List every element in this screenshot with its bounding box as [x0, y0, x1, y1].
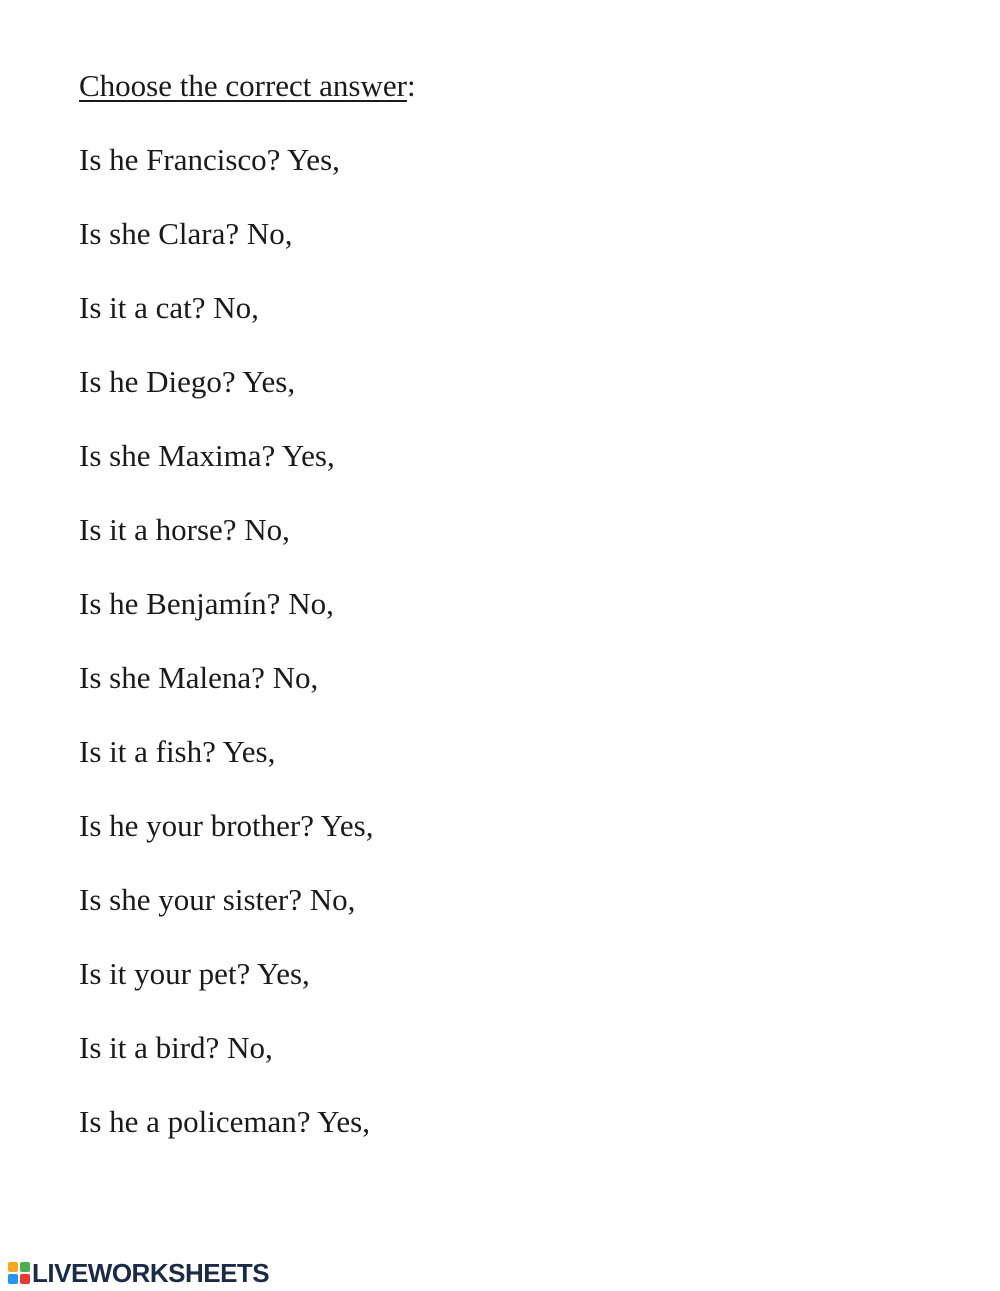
question-10: Is he your brother? Yes,	[79, 808, 374, 843]
logo-square-4	[20, 1274, 30, 1284]
question-6: Is it a horse? No,	[79, 512, 290, 547]
logo-square-1	[8, 1262, 18, 1272]
logo-square-3	[8, 1274, 18, 1284]
question-1: Is he Francisco? Yes,	[79, 142, 340, 177]
question-list	[79, 138, 959, 1144]
logo-text: LIVEWORKSHEETS	[32, 1258, 270, 1288]
instruction-colon: :	[406, 68, 416, 103]
instruction	[79, 64, 959, 108]
question-3: Is it a cat? No,	[79, 290, 259, 325]
question-12: Is it your pet? Yes,	[79, 956, 310, 991]
question-7: Is he Benjamín? No,	[79, 586, 334, 621]
question-2: Is she Clara? No,	[79, 216, 293, 251]
question-14: Is he a policeman? Yes,	[79, 1104, 370, 1139]
question-13: Is it a bird? No,	[79, 1030, 273, 1065]
logo-square-2	[20, 1262, 30, 1272]
instruction-underlined: Choose the correct answer	[79, 68, 407, 103]
liveworksheets-logo	[8, 1258, 269, 1288]
question-9: Is it a fish? Yes,	[79, 734, 276, 769]
liveworksheets-logo-icon	[8, 1262, 30, 1284]
question-8: Is she Malena? No,	[79, 660, 319, 695]
worksheet	[79, 64, 959, 1174]
question-11: Is she your sister? No,	[79, 882, 356, 917]
question-4: Is he Diego? Yes,	[79, 364, 296, 399]
question-5: Is she Maxima? Yes,	[79, 438, 335, 473]
